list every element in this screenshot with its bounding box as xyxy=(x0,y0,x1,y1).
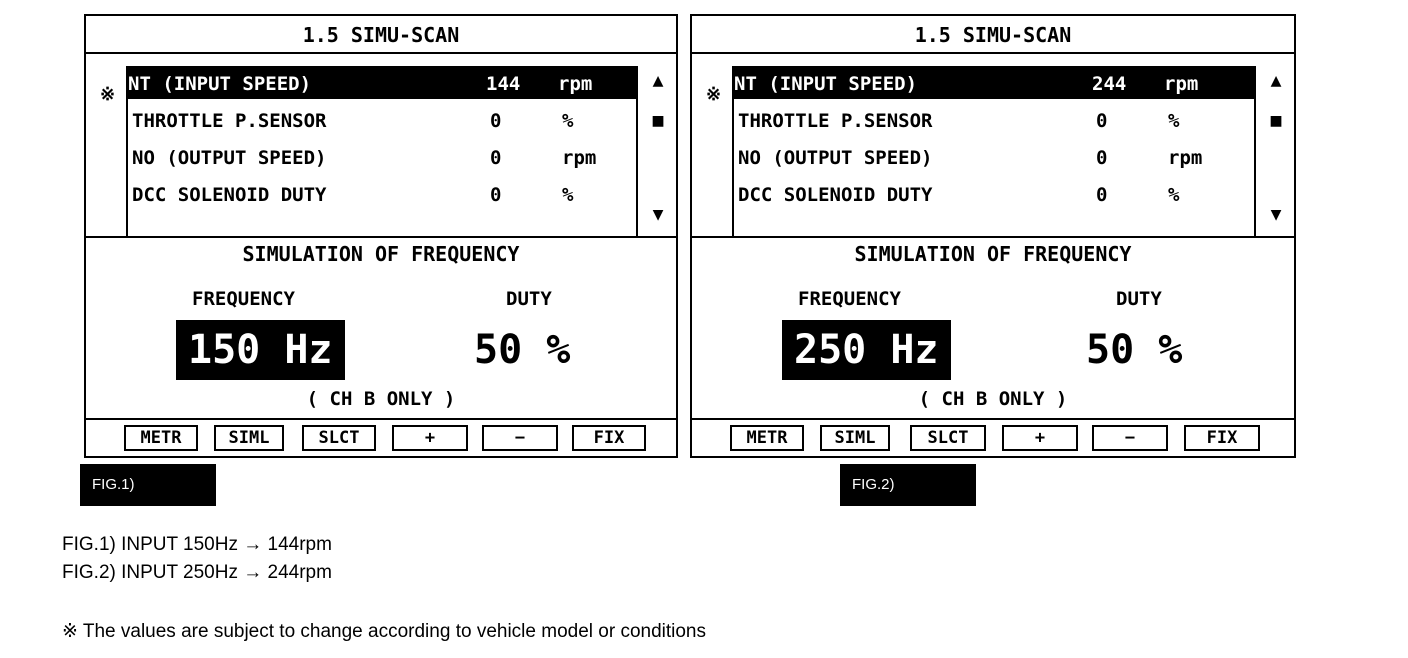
item-value: 144 xyxy=(486,73,521,95)
item-unit: rpm xyxy=(558,73,593,95)
item-unit: % xyxy=(562,110,574,132)
screen-title: 1.5 SIMU-SCAN xyxy=(86,16,676,54)
scan-screen-1 xyxy=(84,14,678,458)
item-unit: % xyxy=(1168,184,1180,206)
channel-note: ( CH B ONLY ) xyxy=(918,388,1068,410)
item-unit: rpm xyxy=(1164,73,1199,95)
list-item-nt[interactable] xyxy=(734,69,1254,99)
item-value: 0 xyxy=(490,110,502,132)
data-list xyxy=(86,54,676,238)
item-name: NT (INPUT SPEED) xyxy=(128,73,312,95)
frequency-label: FREQUENCY xyxy=(192,288,295,310)
duty-label: DUTY xyxy=(506,288,552,310)
scan-screen-2 xyxy=(690,14,1296,458)
frequency-label: FREQUENCY xyxy=(798,288,901,310)
item-name: NO (OUTPUT SPEED) xyxy=(132,147,327,169)
slct-button[interactable]: SLCT xyxy=(910,425,986,451)
function-key-bar xyxy=(692,418,1294,456)
caption-fig2: FIG.2) INPUT 250Hz → 244rpm xyxy=(62,562,332,583)
item-unit: rpm xyxy=(562,147,597,169)
item-unit: % xyxy=(562,184,574,206)
item-value: 0 xyxy=(1096,110,1108,132)
item-value: 0 xyxy=(490,184,502,206)
duty-value: 50 % xyxy=(474,327,571,373)
item-name: THROTTLE P.SENSOR xyxy=(132,110,327,132)
scroll-down-icon[interactable]: ▼ xyxy=(1270,204,1282,225)
scroll-up-icon[interactable]: ▲ xyxy=(652,70,664,91)
selection-marker-icon: ※ xyxy=(100,84,116,105)
siml-button[interactable]: SIML xyxy=(214,425,284,451)
list-item-throttle[interactable] xyxy=(738,106,1254,136)
data-list xyxy=(692,54,1294,238)
fix-button[interactable]: FIX xyxy=(572,425,646,451)
list-item-nt[interactable] xyxy=(128,69,636,99)
duty-value: 50 % xyxy=(1086,327,1183,373)
frequency-value[interactable]: 150 Hz xyxy=(176,320,345,380)
list-item-dcc[interactable] xyxy=(132,180,636,210)
slct-button[interactable]: SLCT xyxy=(302,425,376,451)
item-value: 0 xyxy=(1096,147,1108,169)
metr-button[interactable]: METR xyxy=(730,425,804,451)
fix-button[interactable]: FIX xyxy=(1184,425,1260,451)
minus-button[interactable]: − xyxy=(482,425,558,451)
list-item-dcc[interactable] xyxy=(738,180,1254,210)
simulation-title: SIMULATION OF FREQUENCY xyxy=(242,242,520,266)
item-name: DCC SOLENOID DUTY xyxy=(132,184,327,206)
function-key-bar xyxy=(86,418,676,456)
selection-marker-icon: ※ xyxy=(706,84,722,105)
simulation-panel xyxy=(692,238,1294,418)
fig-2-label: FIG.2) xyxy=(840,464,976,506)
list-column xyxy=(126,66,638,236)
duty-label: DUTY xyxy=(1116,288,1162,310)
simulation-title: SIMULATION OF FREQUENCY xyxy=(854,242,1132,266)
siml-button[interactable]: SIML xyxy=(820,425,890,451)
scroll-down-icon[interactable]: ▼ xyxy=(652,204,664,225)
channel-note: ( CH B ONLY ) xyxy=(306,388,456,410)
list-column xyxy=(732,66,1256,236)
metr-button[interactable]: METR xyxy=(124,425,198,451)
item-value: 244 xyxy=(1092,73,1127,95)
item-value: 0 xyxy=(1096,184,1108,206)
item-name: NO (OUTPUT SPEED) xyxy=(738,147,933,169)
minus-button[interactable]: − xyxy=(1092,425,1168,451)
item-value: 0 xyxy=(490,147,502,169)
simulation-panel xyxy=(86,238,676,418)
item-name: THROTTLE P.SENSOR xyxy=(738,110,933,132)
list-item-no[interactable] xyxy=(738,143,1254,173)
list-item-no[interactable] xyxy=(132,143,636,173)
list-item-throttle[interactable] xyxy=(132,106,636,136)
item-unit: % xyxy=(1168,110,1180,132)
fig-1-label: FIG.1) xyxy=(80,464,216,506)
caption-note: ※ The values are subject to change according to vehicle model or conditions xyxy=(62,621,706,642)
frequency-value[interactable]: 250 Hz xyxy=(782,320,951,380)
item-name: DCC SOLENOID DUTY xyxy=(738,184,933,206)
item-unit: rpm xyxy=(1168,147,1203,169)
plus-button[interactable]: + xyxy=(1002,425,1078,451)
plus-button[interactable]: + xyxy=(392,425,468,451)
scroll-thumb-icon[interactable]: ■ xyxy=(1270,110,1282,131)
scroll-up-icon[interactable]: ▲ xyxy=(1270,70,1282,91)
caption-fig1: FIG.1) INPUT 150Hz → 144rpm xyxy=(62,534,332,555)
screen-title: 1.5 SIMU-SCAN xyxy=(692,16,1294,54)
item-name: NT (INPUT SPEED) xyxy=(734,73,918,95)
scroll-thumb-icon[interactable]: ■ xyxy=(652,110,664,131)
